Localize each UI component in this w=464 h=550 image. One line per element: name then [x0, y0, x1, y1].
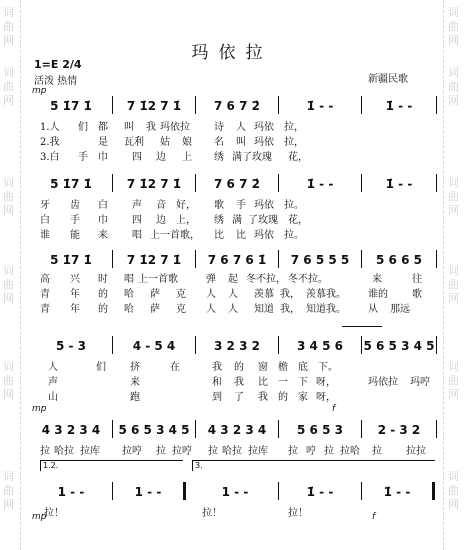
watermark-char: 网: [448, 34, 459, 47]
dynamic-marking: mp: [32, 86, 47, 96]
lyric-syllable: 拉！: [288, 508, 308, 519]
lyric-syllable: 名: [214, 137, 224, 148]
measure-notes: 4 3 2 3 4: [41, 423, 101, 437]
watermark-strip-right: [443, 0, 464, 550]
lyric-syllable: 拉哼: [172, 446, 192, 457]
lyric-syllable: 拉！: [44, 508, 64, 519]
lyric-syllable: 手: [236, 200, 246, 211]
dynamic-marking: f: [372, 512, 376, 522]
lyric-syllable: 玛依: [254, 122, 274, 133]
song-origin: 新疆民歌: [368, 74, 408, 85]
measure-notes: 1̇ - -: [306, 485, 334, 499]
lyric-syllable: 的: [234, 362, 244, 373]
measure: [30, 484, 112, 500]
measure: [196, 98, 278, 114]
measure: [30, 252, 112, 268]
watermark-char: 词: [3, 66, 14, 79]
watermark-char: 网: [3, 388, 14, 401]
lyric-syllable: 时: [98, 274, 108, 285]
watermark-char: 网: [3, 94, 14, 107]
lyric-syllable: 跑: [130, 392, 140, 403]
key-signature: 1=E 2/4: [34, 58, 82, 71]
watermark-char: 网: [3, 204, 14, 217]
lyric-syllable: 的: [98, 304, 108, 315]
notation-row: [26, 422, 438, 440]
measure-notes: 1̇ - -: [385, 177, 413, 191]
lyric-syllable: 绣: [214, 152, 224, 163]
lyric-syllable: 拉哈: [340, 446, 360, 457]
lyric-syllable: 哈拉: [222, 446, 242, 457]
measure-notes: 5 1̇7 1̇: [50, 99, 92, 113]
lyric-syllable: 2.我: [40, 137, 60, 148]
watermark-char: 词: [3, 360, 14, 373]
measure-notes: 7 6 7 6 1̇: [207, 253, 267, 267]
lyric-syllable: 拉哼: [122, 446, 142, 457]
lyric-syllable: 姑: [160, 137, 170, 148]
lyric-syllable: 玛依: [254, 230, 274, 241]
lyric-syllable: 一: [278, 377, 288, 388]
measure: [30, 176, 112, 192]
lyric-syllable: 的: [278, 392, 288, 403]
lyric-line: [26, 504, 438, 518]
measure-notes: 5 6 5 3 4 5: [363, 339, 435, 353]
lyric-syllable: 来: [372, 274, 382, 285]
lyric-syllable: 青: [40, 304, 50, 315]
lyric-syllable: 拉: [288, 446, 298, 457]
lyric-syllable: 拉: [372, 446, 382, 457]
measure: [113, 422, 195, 438]
measure: [30, 338, 112, 354]
measure: [192, 484, 278, 500]
lyric-syllable: 了玫瑰: [248, 215, 278, 226]
notation-row: [26, 484, 438, 502]
measure-notes: 1̇ - -: [306, 177, 334, 191]
lyric-syllable: 玛依: [254, 137, 274, 148]
measure-notes: 3 2 3 2: [214, 339, 260, 353]
tempo-marking: 活泼 热情: [34, 76, 78, 87]
measure-notes: 7 1̇2 7 1̇: [126, 99, 182, 113]
lyric-syllable: 下。: [318, 362, 338, 373]
notation-row: [26, 176, 438, 194]
lyric-syllable: 歌: [412, 289, 422, 300]
lyric-syllable: 弹: [206, 274, 216, 285]
measure-notes: 1 - -: [221, 485, 249, 499]
lyric-syllable: 拉: [324, 446, 334, 457]
lyric-syllable: 的: [98, 289, 108, 300]
lyric-syllable: 手: [78, 152, 88, 163]
watermark-char: 网: [448, 498, 459, 511]
lyric-syllable: 诗: [214, 122, 224, 133]
lyric-syllable: 齿: [70, 200, 80, 211]
watermark-char: 曲: [448, 374, 459, 387]
notation-row: [26, 338, 438, 356]
measure: [362, 98, 436, 114]
lyric-line: [26, 358, 438, 372]
lyric-syllable: 拉: [208, 446, 218, 457]
lyric-syllable: 上一首歌，: [150, 230, 200, 241]
lyric-syllable: 娘: [182, 137, 192, 148]
barline: [436, 336, 437, 354]
lyric-syllable: 上，: [176, 215, 196, 226]
measure-notes: 7 1̇2 7 1̇: [126, 177, 182, 191]
lyric-syllable: 我，: [280, 289, 300, 300]
lyric-syllable: 上一首歌: [138, 274, 178, 285]
final-barline: [432, 482, 435, 500]
lyric-syllable: 玛依: [254, 200, 274, 211]
measure-notes: 5 6 5 3 4 5: [118, 423, 190, 437]
watermark-char: 曲: [3, 484, 14, 497]
crescendo-hairpin: [342, 326, 382, 335]
lyric-line: [26, 285, 438, 299]
song-title: 玛依拉: [191, 43, 273, 63]
lyric-syllable: 我，: [280, 304, 300, 315]
lyric-syllable: 哈拉: [54, 446, 74, 457]
measure-notes: 4 - 5 4: [132, 339, 176, 353]
watermark-char: 词: [448, 470, 459, 483]
lyric-syllable: 声: [48, 377, 58, 388]
watermark-char: 词: [448, 264, 459, 277]
measure: [279, 422, 361, 438]
lyric-syllable: 窗: [258, 362, 268, 373]
lyric-syllable: 在: [170, 362, 180, 373]
measure-notes: 7 6 7 2̇: [214, 99, 260, 113]
measure: [113, 176, 195, 192]
lyric-syllable: 拉: [156, 446, 166, 457]
lyric-syllable: 来: [98, 230, 108, 241]
lyric-line: [26, 442, 438, 456]
lyric-syllable: 了: [234, 392, 244, 403]
measure-notes: 7 1̇2 7 1̇: [126, 253, 182, 267]
lyric-syllable: 3.白: [40, 152, 60, 163]
lyric-syllable: 唱: [132, 230, 142, 241]
lyric-syllable: 四: [132, 215, 142, 226]
lyric-syllable: 羡慕: [254, 289, 274, 300]
lyric-line: [26, 118, 438, 132]
lyric-syllable: 人: [228, 304, 238, 315]
watermark-char: 词: [448, 360, 459, 373]
lyric-syllable: 比: [258, 377, 268, 388]
lyric-syllable: 们: [78, 122, 88, 133]
lyric-syllable: 满了玫瑰: [232, 152, 272, 163]
measure: [196, 338, 278, 354]
watermark-char: 曲: [448, 80, 459, 93]
lyric-syllable: 下: [298, 377, 308, 388]
lyric-syllable: 哈: [124, 289, 134, 300]
watermark-char: 曲: [3, 190, 14, 203]
watermark-char: 词: [3, 264, 14, 277]
watermark-char: 网: [3, 292, 14, 305]
lyric-syllable: 花，: [288, 152, 308, 163]
measure-notes: 5 6 6 5: [376, 253, 422, 267]
lyric-syllable: 拉，: [284, 137, 304, 148]
watermark-char: 网: [448, 388, 459, 401]
watermark-char: 曲: [3, 278, 14, 291]
lyric-syllable: 牙: [40, 200, 50, 211]
lyric-syllable: 到: [212, 392, 222, 403]
lyric-syllable: 边: [156, 152, 166, 163]
lyric-syllable: 歌: [214, 200, 224, 211]
lyric-syllable: 人: [236, 122, 246, 133]
measure: [30, 98, 112, 114]
lyric-syllable: 呀，: [316, 377, 336, 388]
lyric-syllable: 萨: [150, 289, 160, 300]
watermark-char: 曲: [448, 190, 459, 203]
lyric-syllable: 都: [98, 122, 108, 133]
lyric-syllable: 人: [206, 289, 216, 300]
lyric-syllable: 呀，: [316, 392, 336, 403]
lyric-syllable: 人: [206, 304, 216, 315]
lyric-syllable: 拉，: [284, 122, 304, 133]
lyric-syllable: 叫: [124, 122, 134, 133]
lyric-line: [26, 270, 438, 284]
lyric-syllable: 叫: [236, 137, 246, 148]
lyric-syllable: 底: [298, 362, 308, 373]
lyric-syllable: 哼: [306, 446, 316, 457]
lyric-syllable: 冬不拉。: [288, 274, 328, 285]
lyric-syllable: 羡慕我。: [306, 289, 346, 300]
lyric-syllable: 们: [96, 362, 106, 373]
watermark-char: 词: [448, 6, 459, 19]
measure-notes: 4 3 2 3 4: [207, 423, 267, 437]
watermark-char: 曲: [448, 278, 459, 291]
measure: [362, 484, 432, 500]
measure: [196, 422, 278, 438]
watermark-char: 词: [3, 6, 14, 19]
lyric-syllable: 年: [70, 304, 80, 315]
watermark-char: 词: [3, 176, 14, 189]
lyric-syllable: 巾: [98, 152, 108, 163]
lyric-line: [26, 373, 438, 387]
measure: [113, 484, 183, 500]
lyric-syllable: 声: [132, 200, 142, 211]
watermark-char: 网: [448, 94, 459, 107]
lyric-syllable: 山: [48, 392, 58, 403]
lyric-syllable: 谁的: [368, 289, 388, 300]
lyric-syllable: 拉。: [284, 200, 304, 211]
second-ending-bracket: 3.: [192, 460, 435, 471]
lyric-line: [26, 148, 438, 162]
watermark-char: 网: [3, 498, 14, 511]
lyric-syllable: 我: [146, 122, 156, 133]
measure-notes: 7 6 7 2̇: [214, 177, 260, 191]
lyric-syllable: 能: [70, 230, 80, 241]
watermark-char: 网: [448, 292, 459, 305]
measure: [113, 252, 195, 268]
measure-notes: 2 - 3 2: [377, 423, 421, 437]
lyric-syllable: 比: [214, 230, 224, 241]
lyric-syllable: 是: [98, 137, 108, 148]
first-ending-bracket: 1.2.: [40, 460, 183, 471]
lyric-syllable: 人: [48, 362, 58, 373]
watermark-char: 曲: [3, 80, 14, 93]
watermark-char: 词: [448, 66, 459, 79]
lyric-syllable: 谁: [40, 230, 50, 241]
lyric-syllable: 四: [132, 152, 142, 163]
measure: [113, 338, 195, 354]
lyric-line: [26, 226, 438, 240]
lyric-syllable: 玛依拉: [160, 122, 190, 133]
measure: [362, 176, 436, 192]
lyric-syllable: 好，: [176, 200, 196, 211]
measure-notes: 1̇ - -: [383, 485, 411, 499]
lyric-syllable: 从: [368, 304, 378, 315]
score-page: [26, 0, 438, 550]
lyric-syllable: 拉库: [248, 446, 268, 457]
lyric-syllable: 唱: [124, 274, 134, 285]
lyric-syllable: 冬不拉，: [246, 274, 286, 285]
lyric-syllable: 往: [412, 274, 422, 285]
barline: [436, 250, 437, 268]
lyric-syllable: 拉库: [80, 446, 100, 457]
lyric-syllable: 和: [212, 377, 222, 388]
lyric-syllable: 那远: [390, 304, 410, 315]
watermark-char: 网: [448, 204, 459, 217]
watermark-char: 曲: [448, 484, 459, 497]
lyric-syllable: 克: [176, 289, 186, 300]
dynamic-marking: mp: [32, 512, 47, 522]
measure-notes: 1 - -: [57, 485, 85, 499]
barline: [436, 96, 437, 114]
measure-notes: 3 4 5 6: [297, 339, 343, 353]
lyric-syllable: 萨: [150, 304, 160, 315]
lyric-syllable: 满: [232, 215, 242, 226]
lyric-syllable: 哈: [124, 304, 134, 315]
measure: [279, 176, 361, 192]
measure-notes: 7 6 5 5 5: [290, 253, 350, 267]
measure: [279, 484, 361, 500]
lyric-syllable: 起: [228, 274, 238, 285]
watermark-char: 词: [3, 470, 14, 483]
lyric-syllable: 比: [236, 230, 246, 241]
lyric-syllable: 上: [182, 152, 192, 163]
measure: [362, 422, 436, 438]
dynamic-marking: mp: [32, 404, 47, 414]
lyric-syllable: 来: [130, 377, 140, 388]
lyric-line: [26, 196, 438, 210]
barline: [436, 420, 437, 438]
lyric-syllable: 檐: [278, 362, 288, 373]
lyric-syllable: 玛依拉: [368, 377, 398, 388]
measure: [279, 338, 361, 354]
measure-notes: 1̇ - -: [306, 99, 334, 113]
barline: [436, 174, 437, 192]
lyric-syllable: 挤: [130, 362, 140, 373]
lyric-syllable: 绣: [214, 215, 224, 226]
notation-row: [26, 252, 438, 270]
lyric-syllable: 拉。: [284, 230, 304, 241]
measure: [279, 252, 361, 268]
dynamic-marking: f: [332, 404, 336, 414]
measure-notes: 1̇ - -: [385, 99, 413, 113]
measure: [362, 338, 436, 354]
lyric-syllable: 克: [176, 304, 186, 315]
watermark-char: 网: [3, 34, 14, 47]
lyric-line: [26, 300, 438, 314]
measure-notes: 5 1̇7 1̇: [50, 253, 92, 267]
lyric-syllable: 花，: [288, 215, 308, 226]
lyric-syllable: 我: [234, 377, 244, 388]
lyric-syllable: 我: [212, 362, 222, 373]
measure-notes: 1 - -: [134, 485, 162, 499]
watermark-char: 曲: [3, 374, 14, 387]
measure: [362, 252, 436, 268]
lyric-syllable: 拉: [40, 446, 50, 457]
lyric-syllable: 人: [228, 289, 238, 300]
notation-row: [26, 98, 438, 116]
lyric-syllable: 瓦利: [124, 137, 144, 148]
lyric-syllable: 兴: [70, 274, 80, 285]
watermark-char: 曲: [3, 20, 14, 33]
measure: [30, 422, 112, 438]
lyric-line: [26, 133, 438, 147]
lyric-syllable: 年: [70, 289, 80, 300]
lyric-syllable: 家: [298, 392, 308, 403]
lyric-line: [26, 388, 438, 402]
lyric-syllable: 知道我。: [306, 304, 346, 315]
lyric-syllable: 我: [258, 392, 268, 403]
measure: [279, 98, 361, 114]
lyric-syllable: 高: [40, 274, 50, 285]
watermark-char: 词: [448, 176, 459, 189]
lyric-syllable: 巾: [98, 215, 108, 226]
measure: [196, 252, 278, 268]
measure-notes: 5 1̇7 1̇: [50, 177, 92, 191]
lyric-syllable: 边: [156, 215, 166, 226]
watermark-strip-left: [0, 0, 21, 550]
lyric-syllable: 白: [98, 200, 108, 211]
lyric-syllable: 知道: [254, 304, 274, 315]
lyric-syllable: 白: [40, 215, 50, 226]
lyric-syllable: 拉！: [202, 508, 222, 519]
measure-notes: 5 6 5 3: [297, 423, 343, 437]
watermark-char: 曲: [448, 20, 459, 33]
lyric-line: [26, 211, 438, 225]
lyric-syllable: 青: [40, 289, 50, 300]
measure-notes: 5 - 3: [55, 339, 87, 353]
repeat-barline: [183, 482, 186, 500]
lyric-syllable: 拉拉: [406, 446, 426, 457]
lyric-syllable: 音: [156, 200, 166, 211]
lyric-syllable: 玛哼: [410, 377, 430, 388]
measure: [113, 98, 195, 114]
lyric-syllable: 手: [70, 215, 80, 226]
measure: [196, 176, 278, 192]
lyric-syllable: 1.人: [40, 122, 60, 133]
